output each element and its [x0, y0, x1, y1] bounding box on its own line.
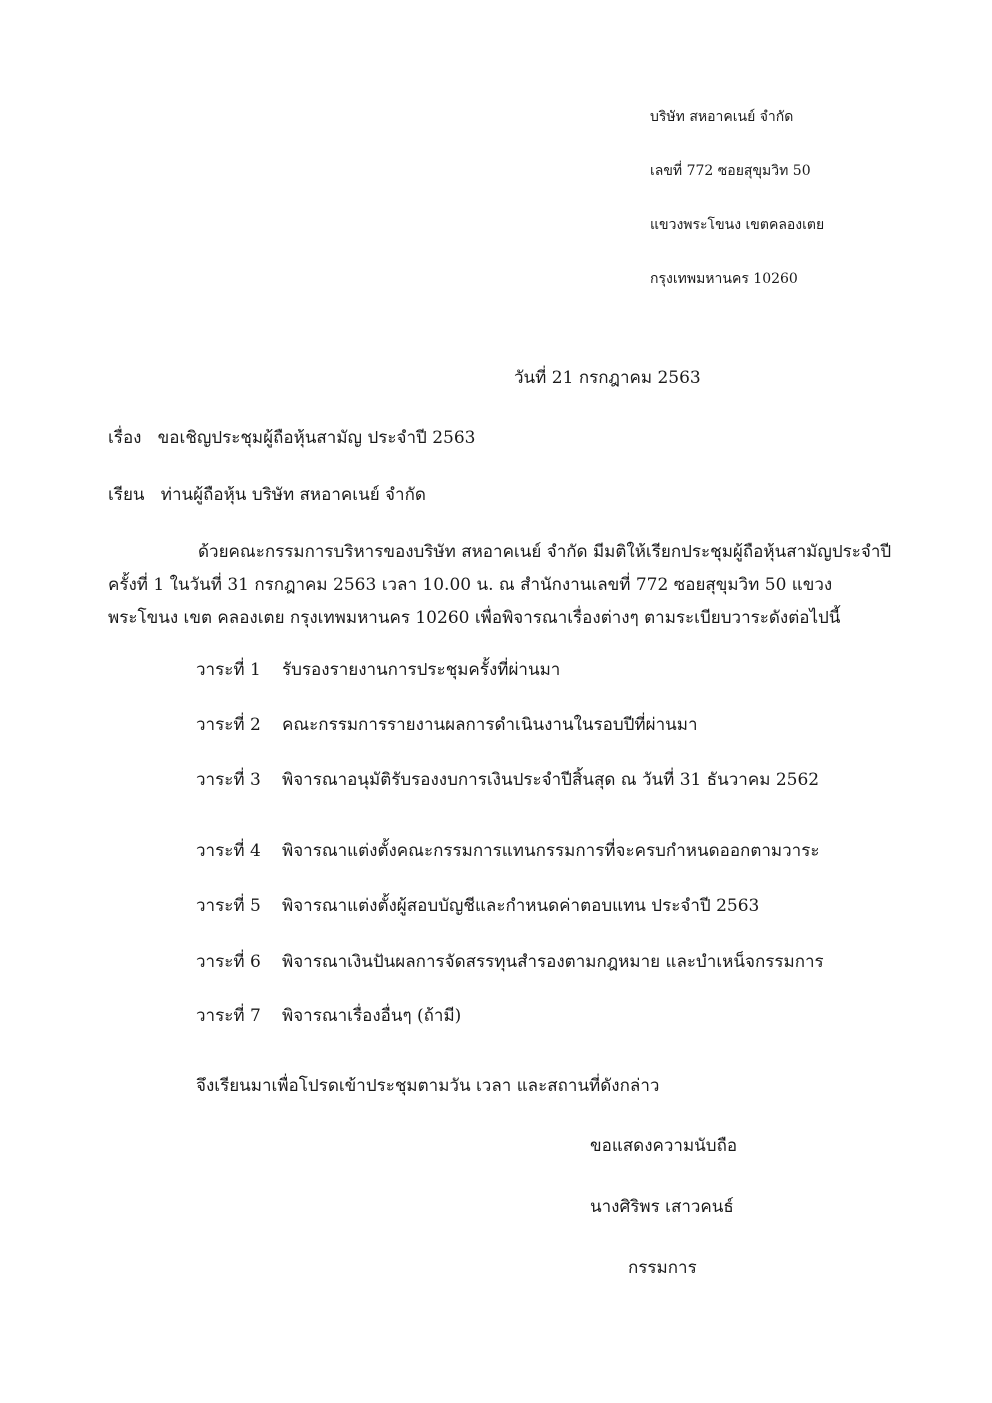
subject-label: เรื่อง	[108, 428, 142, 448]
agenda-text: รับรองรายงานการประชุมครั้งที่ผ่านมา	[282, 660, 561, 680]
signature-regards: ขอแสดงความนับถือ	[590, 1136, 738, 1156]
sender-address-line1: เลขที่ 772 ซอยสุขุมวิท 50	[650, 163, 811, 179]
agenda-item	[196, 656, 560, 683]
agenda-item	[196, 711, 698, 738]
letter-date: วันที่ 21 กรกฎาคม 2563	[514, 368, 701, 388]
agenda-item	[196, 892, 759, 919]
agenda-number: วาระที่ 2	[196, 715, 261, 735]
sender-company: บริษัท สหอาคเนย์ จำกัด	[650, 109, 794, 125]
agenda-text: พิจารณาอนุมัติรับรองงบการเงินประจำปีสิ้นสุด ณ วันที่ 31 ธันวาคม 2562	[282, 770, 820, 790]
recipient-label: เรียน	[108, 485, 145, 505]
agenda-item	[196, 837, 819, 864]
recipient-text: ท่านผู้ถือหุ้น บริษัท สหอาคเนย์ จำกัด	[160, 485, 426, 505]
signature-position: กรรมการ	[628, 1258, 697, 1278]
agenda-number: วาระที่ 1	[196, 660, 261, 680]
agenda-text: พิจารณาเรื่องอื่นๆ (ถ้ามี)	[282, 1006, 462, 1026]
agenda-text: พิจารณาแต่งตั้งผู้สอบบัญชีและกำหนดค่าตอบแทน ประจำปี 2563	[282, 896, 760, 916]
agenda-text: คณะกรรมการรายงานผลการดำเนินงานในรอบปีที่ผ่านมา	[282, 715, 698, 735]
agenda-number: วาระที่ 4	[196, 841, 261, 861]
subject-text: ขอเชิญประชุมผู้ถือหุ้นสามัญ ประจำปี 2563	[157, 428, 476, 448]
agenda-item	[196, 766, 819, 793]
closing-sentence: จึงเรียนมาเพื่อโปรดเข้าประชุมตามวัน เวลา และสถานที่ดังกล่าว	[196, 1076, 660, 1096]
agenda-text: พิจารณาแต่งตั้งคณะกรรมการแทนกรรมการที่จะครบกำหนดออกตามวาระ	[282, 841, 820, 861]
agenda-number: วาระที่ 3	[196, 770, 261, 790]
agenda-text: พิจารณาเงินปันผลการจัดสรรทุนสำรองตามกฎหมาย และบำเหน็จกรรมการ	[282, 952, 824, 972]
sender-address-line2: แขวงพระโขนง เขตคลองเตย	[650, 217, 825, 233]
intro-paragraph-text: ด้วยคณะกรรมการบริหารของบริษัท สหอาคเนย์ จำกัด มีมติให้เรียกประชุมผู้ถือหุ้นสามัญประจำปี ครั้งที่ 1 ในวันที่ 31 กรกฎาคม 2563 เวลา 10.00 น. ณ สำนักงานเลขที่ 772 ซอยสุขุมวิท 50 แขวงพระโขนง เขต คลองเตย กรุงเทพมหานคร 10260 เพื่อพิจารณาเรื่องต่างๆ ตามระเบียบวาระดังต่อไปนี้	[108, 542, 892, 628]
subject-line	[108, 424, 475, 451]
agenda-number: วาระที่ 6	[196, 952, 261, 972]
agenda-number: วาระที่ 7	[196, 1006, 261, 1026]
sender-address-line3: กรุงเทพมหานคร 10260	[650, 271, 798, 287]
agenda-item	[196, 948, 824, 975]
recipient-line	[108, 481, 426, 508]
agenda-number: วาระที่ 5	[196, 896, 261, 916]
intro-paragraph	[108, 536, 898, 635]
signature-name: นางศิริพร เสาวคนธ์	[590, 1197, 734, 1217]
agenda-item	[196, 1002, 461, 1029]
